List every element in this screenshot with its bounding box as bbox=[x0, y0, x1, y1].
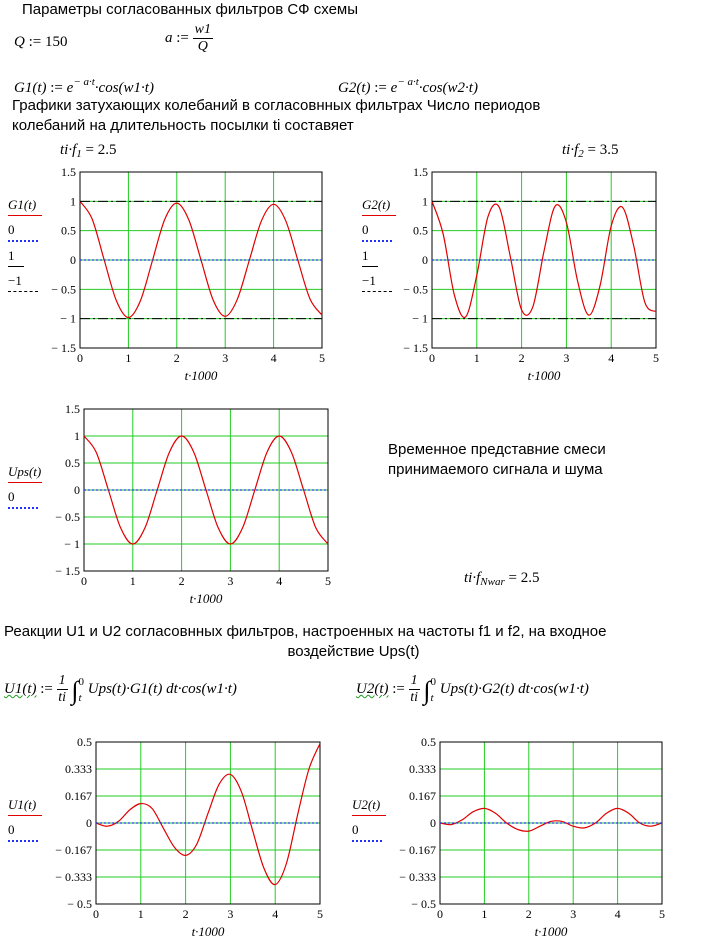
g2-assign: := bbox=[374, 80, 387, 96]
g1-exp-power: − a·t bbox=[73, 76, 95, 88]
period3-expression bbox=[464, 570, 539, 588]
u2-def-assign: := bbox=[392, 680, 405, 697]
u1-def-integrand: Ups(t)·G1(t) dt·cos(w1·t) bbox=[87, 680, 237, 697]
y-tick-label: − 0.5 bbox=[67, 897, 92, 911]
u1-legend-zero: 0 bbox=[8, 822, 15, 837]
y-tick-label: − 1.5 bbox=[51, 341, 76, 355]
g1-legend-zero: 0 bbox=[8, 222, 15, 237]
y-tick-label: − 0.5 bbox=[51, 282, 76, 297]
u1-def-lhs: U1(t) bbox=[4, 680, 37, 697]
period2-expression bbox=[562, 142, 618, 160]
y-tick-label: 0.5 bbox=[421, 736, 436, 749]
ups-legend-zero: 0 bbox=[8, 489, 15, 504]
x-tick-label: 2 bbox=[173, 351, 180, 365]
y-tick-label: 0 bbox=[70, 253, 76, 267]
paragraph2-line1: Реакции U1 и U2 согласовнных фильтров, настроенных на частоты f1 и f2, на входное bbox=[4, 623, 607, 640]
x-tick-label: 5 bbox=[325, 574, 331, 588]
g2-cos: ·cos(w2·t) bbox=[418, 80, 478, 96]
u1-def-frac-num: 1 bbox=[58, 673, 66, 688]
y-tick-label: − 0.5 bbox=[55, 510, 80, 524]
a-denominator: Q bbox=[197, 39, 208, 54]
g1-legend-curve: G1(t) bbox=[8, 197, 37, 212]
a-assign: := bbox=[176, 29, 189, 46]
series-curve bbox=[80, 201, 322, 317]
q-definition bbox=[14, 34, 67, 51]
x-tick-label: 5 bbox=[659, 907, 665, 921]
paragraph1-line1: Графики затухающих колебаний в согласовнных фильтрах Число периодов bbox=[12, 97, 541, 114]
u1-legend-curve: U1(t) bbox=[8, 797, 37, 812]
y-tick-label: − 1.5 bbox=[403, 341, 428, 355]
y-tick-label: − 0.167 bbox=[399, 843, 436, 857]
g2-legend-one: 1 bbox=[362, 248, 369, 263]
x-tick-label: 1 bbox=[137, 907, 144, 921]
paragraph1-line2: колебаний на длительность посылки ti составяет bbox=[12, 117, 354, 134]
y-tick-label: 1.5 bbox=[65, 403, 80, 416]
x-tick-label: 4 bbox=[608, 351, 615, 365]
u2-def-frac-num: 1 bbox=[410, 673, 418, 688]
x-tick-label: 1 bbox=[473, 351, 480, 365]
x-tick-label: 1 bbox=[125, 351, 132, 365]
x-tick-label: 0 bbox=[81, 574, 87, 588]
u2-def-int-upper: 0 bbox=[430, 675, 437, 688]
period2-label: ti·f bbox=[562, 142, 579, 158]
y-tick-label: 1 bbox=[70, 194, 76, 209]
x-tick-label: 3 bbox=[563, 351, 570, 365]
x-tick-label: 3 bbox=[227, 574, 234, 588]
paragraph2-line2: воздействие Ups(t) bbox=[287, 643, 420, 660]
x-tick-label: 0 bbox=[77, 351, 83, 365]
x-axis-label: t·1000 bbox=[534, 924, 568, 939]
y-tick-label: − 0.333 bbox=[399, 870, 436, 884]
y-tick-label: 0.167 bbox=[65, 789, 92, 803]
x-tick-label: 4 bbox=[614, 907, 621, 921]
x-tick-label: 3 bbox=[570, 907, 577, 921]
u2-def-integrand: Ups(t)·G2(t) dt·cos(w1·t) bbox=[439, 680, 589, 697]
mix-text-line1: Временное представние смеси bbox=[388, 441, 606, 458]
g1-name: G1(t) bbox=[14, 80, 47, 96]
y-tick-label: 0 bbox=[430, 816, 436, 830]
u2-definition bbox=[356, 673, 589, 706]
ups-legend-curve: Ups(t) bbox=[8, 464, 42, 479]
y-tick-label: 0.167 bbox=[409, 789, 436, 803]
g1-legend-minus-one: −1 bbox=[8, 273, 22, 288]
g2-legend-one-line bbox=[362, 266, 378, 267]
u2-legend-zero: 0 bbox=[352, 822, 359, 837]
y-tick-label: − 1 bbox=[60, 311, 76, 326]
g1-legend-one: 1 bbox=[8, 248, 15, 263]
u2-def-frac-den: ti bbox=[410, 690, 419, 705]
period2-value: = 3.5 bbox=[587, 142, 619, 158]
g2-exp-power: − a·t bbox=[397, 76, 419, 88]
y-tick-label: 0.333 bbox=[65, 762, 92, 776]
x-tick-label: 5 bbox=[653, 351, 659, 365]
y-tick-label: 0 bbox=[86, 816, 92, 830]
y-tick-label: 1.5 bbox=[61, 166, 76, 179]
x-tick-label: 0 bbox=[429, 351, 435, 365]
u1-def-assign: := bbox=[40, 680, 53, 697]
x-tick-label: 5 bbox=[319, 351, 325, 365]
x-tick-label: 4 bbox=[276, 574, 283, 588]
x-tick-label: 2 bbox=[518, 351, 525, 365]
period1-label: ti·f bbox=[60, 142, 77, 158]
period1-sub: 1 bbox=[76, 148, 82, 160]
ups-legend-zero-line bbox=[8, 507, 38, 509]
x-axis-label: t·1000 bbox=[184, 368, 218, 383]
u1-def-frac-den: ti bbox=[58, 690, 67, 705]
page-title: Параметры согласованных фильтров СФ схемы bbox=[22, 1, 359, 18]
g2-legend-curve: G2(t) bbox=[362, 197, 391, 212]
y-tick-label: − 1 bbox=[64, 537, 80, 551]
u2-def-int-lower: t bbox=[430, 691, 434, 704]
x-tick-label: 3 bbox=[222, 351, 229, 365]
a-numerator: w1 bbox=[194, 22, 211, 37]
y-tick-label: 0.5 bbox=[413, 223, 428, 238]
g1-definition bbox=[14, 76, 154, 97]
g1-legend-one-line bbox=[8, 266, 24, 267]
period1-expression bbox=[60, 142, 116, 160]
u2-def-lhs: U2(t) bbox=[356, 680, 389, 697]
y-tick-label: 0 bbox=[422, 253, 428, 267]
y-tick-label: 1.5 bbox=[413, 166, 428, 179]
chart-ups bbox=[36, 403, 336, 617]
y-tick-label: − 0.167 bbox=[55, 843, 92, 857]
y-tick-label: 1 bbox=[74, 429, 80, 443]
period1-value: = 2.5 bbox=[85, 142, 117, 158]
series-curve bbox=[440, 808, 662, 831]
g2-definition bbox=[338, 76, 478, 97]
y-tick-label: 0.5 bbox=[77, 736, 92, 749]
x-tick-label: 3 bbox=[227, 907, 234, 921]
g1-cos: ·cos(w1·t) bbox=[94, 80, 154, 96]
g2-name: G2(t) bbox=[338, 80, 371, 96]
x-tick-label: 1 bbox=[129, 574, 136, 588]
q-assign: := bbox=[28, 34, 42, 50]
period3-label: ti·f bbox=[464, 570, 481, 586]
y-tick-label: 0.5 bbox=[65, 456, 80, 470]
chart-g1 bbox=[30, 166, 330, 394]
x-tick-label: 0 bbox=[93, 907, 99, 921]
u1-integral-icon: ∫ bbox=[71, 675, 79, 705]
y-tick-label: 0 bbox=[74, 483, 80, 497]
x-tick-label: 2 bbox=[182, 907, 189, 921]
u1-def-int-upper: 0 bbox=[78, 675, 85, 688]
x-tick-label: 4 bbox=[272, 907, 279, 921]
y-tick-label: − 0.5 bbox=[411, 897, 436, 911]
g1-exp-base: e bbox=[66, 80, 74, 96]
u1-def-int-lower: t bbox=[78, 691, 82, 704]
x-tick-label: 5 bbox=[317, 907, 323, 921]
chart-u1 bbox=[34, 736, 334, 948]
q-name: Q bbox=[14, 34, 25, 50]
x-tick-label: 0 bbox=[437, 907, 443, 921]
g1-assign: := bbox=[50, 80, 63, 96]
y-tick-label: 0.5 bbox=[61, 223, 76, 238]
q-value: 150 bbox=[44, 34, 68, 50]
g2-legend-zero: 0 bbox=[362, 222, 369, 237]
y-tick-label: − 0.333 bbox=[55, 870, 92, 884]
series-curve bbox=[432, 201, 656, 317]
u2-legend-curve: U2(t) bbox=[352, 797, 381, 812]
period3-value: = 2.5 bbox=[508, 570, 540, 586]
x-axis-label: t·1000 bbox=[527, 368, 561, 383]
g2-exp-base: e bbox=[390, 80, 398, 96]
x-axis-label: t·1000 bbox=[191, 924, 225, 939]
u1-definition bbox=[4, 673, 237, 706]
a-definition bbox=[165, 22, 213, 55]
u2-integral-icon: ∫ bbox=[423, 675, 431, 705]
series-curve bbox=[96, 744, 320, 885]
y-tick-label: − 1 bbox=[412, 311, 428, 326]
a-name: a bbox=[165, 29, 173, 46]
mix-text-line2: принимаемого сигнала и шума bbox=[388, 461, 603, 478]
x-tick-label: 4 bbox=[270, 351, 277, 365]
y-tick-label: 0.333 bbox=[409, 762, 436, 776]
g2-legend-minus-one: −1 bbox=[362, 273, 376, 288]
period2-sub: 2 bbox=[578, 148, 584, 160]
chart-u2 bbox=[378, 736, 678, 948]
x-tick-label: 2 bbox=[178, 574, 185, 588]
x-axis-label: t·1000 bbox=[189, 591, 223, 606]
x-tick-label: 2 bbox=[525, 907, 532, 921]
y-tick-label: − 0.5 bbox=[403, 282, 428, 297]
y-tick-label: − 1.5 bbox=[55, 564, 80, 578]
y-tick-label: 1 bbox=[422, 194, 428, 209]
chart-g2 bbox=[386, 166, 676, 394]
period3-sub: Nwar bbox=[480, 576, 505, 588]
x-tick-label: 1 bbox=[481, 907, 488, 921]
